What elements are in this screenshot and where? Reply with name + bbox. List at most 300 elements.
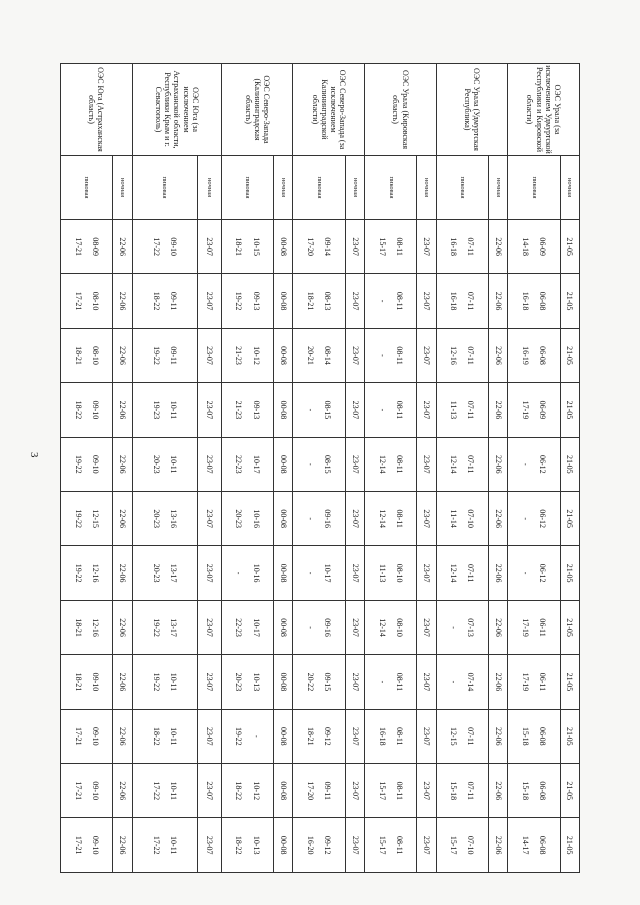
time-range-cell bbox=[436, 220, 488, 274]
time-range-cell bbox=[436, 383, 488, 437]
time-range-cell bbox=[417, 818, 436, 873]
time-range-value: 23-07 bbox=[350, 727, 360, 746]
time-range-value: - bbox=[520, 517, 530, 521]
time-range-value: 18-22 bbox=[234, 781, 244, 801]
time-range-value: 09-16 bbox=[323, 618, 333, 637]
time-range-cell bbox=[293, 546, 345, 600]
time-range-value: 14-18 bbox=[520, 237, 530, 257]
time-range-value: 09-12 bbox=[323, 727, 333, 746]
time-range-cell bbox=[293, 764, 345, 818]
time-range-cell bbox=[488, 437, 507, 491]
page-number: 3 bbox=[28, 452, 40, 458]
time-range-value: 06-12 bbox=[538, 509, 548, 529]
time-range-value: 20-21 bbox=[306, 346, 316, 365]
table-row bbox=[293, 64, 345, 873]
time-range-value: 08-11 bbox=[394, 781, 404, 800]
time-range-value: 23-07 bbox=[204, 454, 214, 474]
time-range-cell bbox=[61, 709, 113, 763]
time-range-value: 00-08 bbox=[278, 346, 288, 365]
time-range-value: 15-18 bbox=[520, 781, 530, 801]
time-range-value: 22-06 bbox=[118, 509, 128, 529]
period-type-cell: ночная bbox=[488, 156, 507, 220]
time-range-cell bbox=[488, 383, 507, 437]
time-range-value: 08-10 bbox=[90, 291, 100, 311]
time-range-value: 09-13 bbox=[251, 291, 261, 311]
time-range-value: 06-11 bbox=[538, 672, 548, 692]
time-range-cell bbox=[274, 764, 293, 818]
region-name-cell: ОЭС Юга (Астраханская область) bbox=[61, 64, 133, 156]
time-range-cell bbox=[488, 818, 507, 873]
time-range-value: 09-10 bbox=[90, 781, 100, 801]
time-range-value: - bbox=[306, 462, 316, 466]
time-range-value: 16-18 bbox=[377, 727, 387, 746]
time-range-value: 22-06 bbox=[493, 672, 503, 692]
time-range-value: 22-06 bbox=[118, 727, 128, 746]
time-range-cell bbox=[221, 383, 273, 437]
time-range-value: 15-17 bbox=[449, 835, 459, 855]
time-range-value: 10-17 bbox=[251, 618, 261, 637]
time-range-cell bbox=[436, 655, 488, 709]
time-range-value: 09-10 bbox=[90, 454, 100, 474]
time-range-cell bbox=[274, 709, 293, 763]
time-range-value: 18-21 bbox=[234, 237, 244, 257]
time-range-value: 06-08 bbox=[538, 781, 548, 801]
region-name-cell: ОЭС Урала (Кировская область) bbox=[365, 64, 436, 156]
time-range-value: 07-14 bbox=[466, 672, 476, 692]
time-range-value: 10-13 bbox=[251, 835, 261, 855]
time-range-value: 08-11 bbox=[394, 727, 404, 746]
time-range-value: 10-13 bbox=[251, 672, 261, 692]
time-range-value: 23-07 bbox=[350, 454, 360, 474]
time-range-cell bbox=[365, 546, 417, 600]
time-range-value: 08-11 bbox=[394, 455, 404, 474]
time-range-cell bbox=[132, 383, 197, 437]
time-range-value: 23-07 bbox=[422, 400, 432, 420]
time-range-cell bbox=[274, 492, 293, 546]
time-range-cell bbox=[221, 764, 273, 818]
time-range-value: 17-21 bbox=[73, 781, 83, 801]
time-range-value: 17-20 bbox=[306, 781, 316, 801]
time-range-value: 14-17 bbox=[520, 835, 530, 855]
time-range-cell bbox=[197, 383, 221, 437]
time-range-cell bbox=[132, 546, 197, 600]
time-range-value: 15-17 bbox=[377, 781, 387, 801]
time-range-value: 18-22 bbox=[73, 400, 83, 420]
time-range-value: 07-11 bbox=[466, 400, 476, 420]
time-range-cell bbox=[417, 764, 436, 818]
time-range-value: 23-07 bbox=[422, 835, 432, 855]
time-range-cell bbox=[132, 764, 197, 818]
time-range-cell bbox=[197, 437, 221, 491]
time-range-value: 18-21 bbox=[306, 291, 316, 311]
time-range-cell bbox=[274, 655, 293, 709]
time-range-cell bbox=[508, 818, 560, 873]
time-range-value: 11-14 bbox=[449, 509, 459, 528]
time-range-cell bbox=[488, 600, 507, 654]
time-range-value: 23-07 bbox=[422, 509, 432, 529]
time-range-value: 22-06 bbox=[118, 781, 128, 801]
time-range-cell bbox=[274, 818, 293, 873]
period-type-cell: ночная bbox=[417, 156, 436, 220]
time-range-cell bbox=[221, 655, 273, 709]
time-range-cell bbox=[365, 818, 417, 873]
time-range-cell bbox=[61, 274, 113, 328]
time-range-value: 08-11 bbox=[394, 346, 404, 365]
time-range-value: 00-08 bbox=[278, 672, 288, 692]
time-range-value: 22-06 bbox=[493, 291, 503, 311]
time-range-cell bbox=[488, 220, 507, 274]
time-range-cell bbox=[221, 709, 273, 763]
time-range-value: 17-21 bbox=[73, 237, 83, 257]
time-range-cell bbox=[61, 764, 113, 818]
time-range-value: 21-05 bbox=[565, 237, 575, 257]
time-range-cell bbox=[113, 709, 132, 763]
time-range-value: 00-08 bbox=[278, 835, 288, 855]
time-range-cell bbox=[293, 492, 345, 546]
time-range-value: 22-06 bbox=[118, 563, 128, 583]
time-range-value: 15-17 bbox=[377, 835, 387, 855]
time-range-value: 21-05 bbox=[565, 727, 575, 746]
time-range-cell bbox=[345, 709, 364, 763]
time-range-cell bbox=[508, 709, 560, 763]
time-range-cell bbox=[365, 220, 417, 274]
time-range-value: 23-07 bbox=[422, 781, 432, 801]
time-range-cell bbox=[132, 274, 197, 328]
time-range-value: 23-07 bbox=[350, 237, 360, 257]
time-range-value: 18-21 bbox=[73, 346, 83, 365]
time-range-value: - bbox=[377, 354, 387, 357]
time-range-value: 20-23 bbox=[234, 509, 244, 529]
time-range-cell bbox=[488, 655, 507, 709]
time-range-cell bbox=[61, 600, 113, 654]
time-range-value: 10-11 bbox=[168, 455, 178, 474]
time-range-value: 23-07 bbox=[422, 727, 432, 746]
time-range-value: 17-21 bbox=[73, 835, 83, 855]
time-range-cell bbox=[113, 764, 132, 818]
time-range-cell bbox=[508, 383, 560, 437]
time-range-value: 19-22 bbox=[151, 346, 161, 365]
time-range-value: 23-07 bbox=[422, 346, 432, 365]
time-range-cell bbox=[560, 818, 579, 873]
time-range-cell bbox=[560, 437, 579, 491]
time-range-value: 15-18 bbox=[520, 727, 530, 746]
time-range-value: 21-05 bbox=[565, 835, 575, 855]
time-range-cell bbox=[221, 546, 273, 600]
table-row bbox=[365, 64, 417, 873]
time-range-value: 06-08 bbox=[538, 291, 548, 311]
time-range-cell bbox=[436, 600, 488, 654]
table-row bbox=[113, 64, 132, 873]
time-range-cell bbox=[488, 492, 507, 546]
time-range-cell bbox=[417, 709, 436, 763]
time-range-value: 22-06 bbox=[118, 618, 128, 637]
time-range-cell bbox=[293, 600, 345, 654]
time-range-cell bbox=[132, 328, 197, 382]
time-range-cell bbox=[197, 818, 221, 873]
table-row bbox=[417, 64, 436, 873]
time-range-value: 08-11 bbox=[394, 672, 404, 692]
time-range-cell bbox=[345, 818, 364, 873]
time-range-value: 09-11 bbox=[168, 346, 178, 365]
time-range-cell bbox=[61, 328, 113, 382]
time-range-value: - bbox=[251, 735, 261, 738]
time-range-cell bbox=[436, 546, 488, 600]
time-range-value: 12-15 bbox=[449, 727, 459, 746]
time-range-cell bbox=[560, 383, 579, 437]
time-range-value: - bbox=[306, 571, 316, 575]
time-range-value: 10-11 bbox=[168, 400, 178, 420]
time-range-value: 23-07 bbox=[422, 237, 432, 257]
time-range-value: 07-11 bbox=[466, 455, 476, 474]
time-range-cell bbox=[221, 437, 273, 491]
time-range-value: 13-16 bbox=[168, 509, 178, 529]
time-range-cell bbox=[221, 818, 273, 873]
time-range-cell bbox=[345, 764, 364, 818]
time-range-cell bbox=[345, 546, 364, 600]
time-range-value: 19-22 bbox=[73, 563, 83, 583]
time-range-value: 17-21 bbox=[73, 727, 83, 746]
time-range-value: 23-07 bbox=[350, 563, 360, 583]
time-range-cell bbox=[365, 274, 417, 328]
time-range-cell bbox=[488, 546, 507, 600]
time-range-value: 07-11 bbox=[466, 563, 476, 583]
time-range-cell bbox=[417, 274, 436, 328]
time-range-value: 08-14 bbox=[323, 346, 333, 365]
time-range-cell bbox=[113, 600, 132, 654]
time-range-value: 15-18 bbox=[449, 781, 459, 801]
time-range-cell bbox=[197, 655, 221, 709]
time-range-value: 06-08 bbox=[538, 835, 548, 855]
time-range-value: 15-17 bbox=[377, 237, 387, 257]
time-range-cell bbox=[436, 328, 488, 382]
time-range-cell bbox=[132, 220, 197, 274]
time-range-value: 16-19 bbox=[520, 346, 530, 365]
time-range-cell bbox=[436, 709, 488, 763]
table-row bbox=[560, 64, 579, 873]
time-range-cell bbox=[488, 709, 507, 763]
time-range-cell bbox=[113, 492, 132, 546]
time-range-value: 09-10 bbox=[90, 400, 100, 420]
time-range-cell bbox=[365, 709, 417, 763]
time-range-cell bbox=[560, 274, 579, 328]
time-range-value: 09-11 bbox=[323, 781, 333, 800]
time-range-value: 18-22 bbox=[151, 291, 161, 311]
time-range-value: 07-13 bbox=[466, 618, 476, 637]
time-range-value: 23-07 bbox=[350, 291, 360, 311]
time-range-value: 00-08 bbox=[278, 291, 288, 311]
time-range-value: - bbox=[306, 626, 316, 629]
time-range-value: 17-19 bbox=[520, 618, 530, 637]
time-range-value: 22-06 bbox=[493, 727, 503, 746]
time-range-value: 10-16 bbox=[251, 563, 261, 583]
time-range-cell bbox=[508, 220, 560, 274]
time-range-cell bbox=[508, 764, 560, 818]
time-range-value: 09-10 bbox=[90, 835, 100, 855]
time-range-cell bbox=[365, 600, 417, 654]
time-range-value: 07-11 bbox=[466, 346, 476, 365]
time-range-cell bbox=[345, 220, 364, 274]
time-range-value: 21-05 bbox=[565, 509, 575, 529]
time-range-value: 10-17 bbox=[251, 454, 261, 474]
time-range-cell bbox=[197, 764, 221, 818]
time-range-value: 23-07 bbox=[422, 618, 432, 637]
time-range-value: - bbox=[306, 408, 316, 412]
time-range-value: 20-23 bbox=[151, 563, 161, 583]
time-range-value: 23-07 bbox=[350, 346, 360, 365]
time-range-cell bbox=[508, 274, 560, 328]
time-range-cell bbox=[508, 655, 560, 709]
time-range-cell bbox=[508, 328, 560, 382]
time-range-cell bbox=[436, 492, 488, 546]
time-range-value: 07-11 bbox=[466, 781, 476, 800]
time-range-value: 00-08 bbox=[278, 454, 288, 474]
rotated-table-container bbox=[60, 63, 580, 873]
time-range-value: 08-10 bbox=[394, 563, 404, 583]
time-range-value: 22-06 bbox=[118, 237, 128, 257]
time-range-cell bbox=[221, 492, 273, 546]
time-range-value: 06-12 bbox=[538, 563, 548, 583]
time-range-value: 12-16 bbox=[90, 618, 100, 637]
time-range-cell bbox=[417, 220, 436, 274]
time-range-value: 23-07 bbox=[204, 835, 214, 855]
time-range-value: 21-05 bbox=[565, 291, 575, 311]
schedule-table bbox=[60, 63, 580, 873]
time-range-value: 22-06 bbox=[118, 835, 128, 855]
time-range-cell bbox=[274, 328, 293, 382]
time-range-cell bbox=[61, 383, 113, 437]
time-range-value: 23-07 bbox=[350, 672, 360, 692]
time-range-value: 23-07 bbox=[422, 563, 432, 583]
time-range-value: - bbox=[449, 626, 459, 629]
time-range-value: 09-13 bbox=[251, 400, 261, 420]
time-range-value: 17-19 bbox=[520, 400, 530, 420]
time-range-value: 13-17 bbox=[168, 618, 178, 637]
time-range-cell bbox=[345, 600, 364, 654]
time-range-cell bbox=[345, 655, 364, 709]
time-range-cell bbox=[417, 600, 436, 654]
time-range-cell bbox=[293, 709, 345, 763]
time-range-cell bbox=[113, 383, 132, 437]
time-range-value: 00-08 bbox=[278, 563, 288, 583]
time-range-value: 07-10 bbox=[466, 835, 476, 855]
time-range-value: 19-23 bbox=[151, 400, 161, 420]
time-range-value: 21-05 bbox=[565, 618, 575, 637]
time-range-value: 10-11 bbox=[168, 727, 178, 746]
time-range-cell bbox=[365, 383, 417, 437]
time-range-value: 08-13 bbox=[323, 291, 333, 311]
time-range-cell bbox=[221, 220, 273, 274]
time-range-value: 21-05 bbox=[565, 454, 575, 474]
time-range-value: 09-12 bbox=[323, 835, 333, 855]
time-range-cell bbox=[132, 818, 197, 873]
time-range-cell bbox=[274, 600, 293, 654]
time-range-value: 08-15 bbox=[323, 454, 333, 474]
time-range-cell bbox=[345, 492, 364, 546]
time-range-value: 06-09 bbox=[538, 400, 548, 420]
period-type-cell: ночная bbox=[197, 156, 221, 220]
table-row bbox=[197, 64, 221, 873]
schedule-table-body bbox=[61, 64, 580, 873]
time-range-cell bbox=[274, 437, 293, 491]
time-range-value: 10-11 bbox=[168, 672, 178, 692]
time-range-value: 09-10 bbox=[90, 727, 100, 746]
time-range-cell bbox=[365, 655, 417, 709]
time-range-value: 00-08 bbox=[278, 781, 288, 801]
table-row bbox=[488, 64, 507, 873]
time-range-cell bbox=[436, 437, 488, 491]
time-range-cell bbox=[132, 437, 197, 491]
time-range-value: 20-22 bbox=[306, 672, 316, 692]
time-range-value: 07-11 bbox=[466, 291, 476, 311]
time-range-value: 23-07 bbox=[204, 291, 214, 311]
time-range-value: 09-11 bbox=[168, 291, 178, 311]
time-range-cell bbox=[345, 274, 364, 328]
time-range-value: 22-06 bbox=[493, 237, 503, 257]
time-range-cell bbox=[560, 764, 579, 818]
time-range-value: 16-18 bbox=[449, 237, 459, 257]
time-range-cell bbox=[508, 437, 560, 491]
time-range-cell bbox=[274, 220, 293, 274]
time-range-value: 07-10 bbox=[466, 509, 476, 529]
time-range-value: 19-22 bbox=[151, 618, 161, 637]
time-range-value: 08-11 bbox=[394, 509, 404, 528]
time-range-cell bbox=[436, 764, 488, 818]
time-range-value: 21-05 bbox=[565, 781, 575, 801]
time-range-cell bbox=[221, 600, 273, 654]
time-range-cell bbox=[417, 655, 436, 709]
time-range-cell bbox=[508, 546, 560, 600]
time-range-value: 23-07 bbox=[350, 618, 360, 637]
time-range-value: 22-06 bbox=[118, 400, 128, 420]
time-range-cell bbox=[560, 655, 579, 709]
time-range-value: 23-07 bbox=[422, 454, 432, 474]
table-row bbox=[508, 64, 560, 873]
time-range-cell bbox=[197, 492, 221, 546]
time-range-value: 06-08 bbox=[538, 727, 548, 746]
time-range-value: 23-07 bbox=[350, 781, 360, 801]
time-range-value: - bbox=[377, 299, 387, 303]
time-range-cell bbox=[293, 328, 345, 382]
time-range-cell bbox=[365, 764, 417, 818]
time-range-cell bbox=[365, 328, 417, 382]
period-type-cell: пиковая bbox=[508, 156, 560, 220]
time-range-value: 09-10 bbox=[168, 237, 178, 257]
time-range-value: 10-15 bbox=[251, 237, 261, 257]
region-name-cell: ОЭС Северо-Запада (Калининградская область) bbox=[221, 64, 292, 156]
time-range-value: 21-05 bbox=[565, 400, 575, 420]
time-range-cell bbox=[113, 328, 132, 382]
time-range-value: 08-11 bbox=[394, 291, 404, 311]
time-range-value: 22-06 bbox=[493, 618, 503, 637]
time-range-value: - bbox=[306, 517, 316, 521]
time-range-value: 22-06 bbox=[493, 781, 503, 801]
period-type-cell: пиковая bbox=[293, 156, 345, 220]
table-row bbox=[221, 64, 273, 873]
time-range-value: 21-05 bbox=[565, 672, 575, 692]
time-range-cell bbox=[488, 764, 507, 818]
time-range-cell bbox=[417, 328, 436, 382]
time-range-value: 12-15 bbox=[90, 509, 100, 529]
time-range-value: 23-07 bbox=[204, 400, 214, 420]
time-range-value: 22-23 bbox=[234, 454, 244, 474]
time-range-value: 21-23 bbox=[234, 346, 244, 365]
time-range-value: 12-14 bbox=[377, 454, 387, 474]
time-range-cell bbox=[274, 274, 293, 328]
time-range-value: 00-08 bbox=[278, 237, 288, 257]
time-range-cell bbox=[197, 709, 221, 763]
time-range-cell bbox=[113, 220, 132, 274]
time-range-cell bbox=[560, 492, 579, 546]
